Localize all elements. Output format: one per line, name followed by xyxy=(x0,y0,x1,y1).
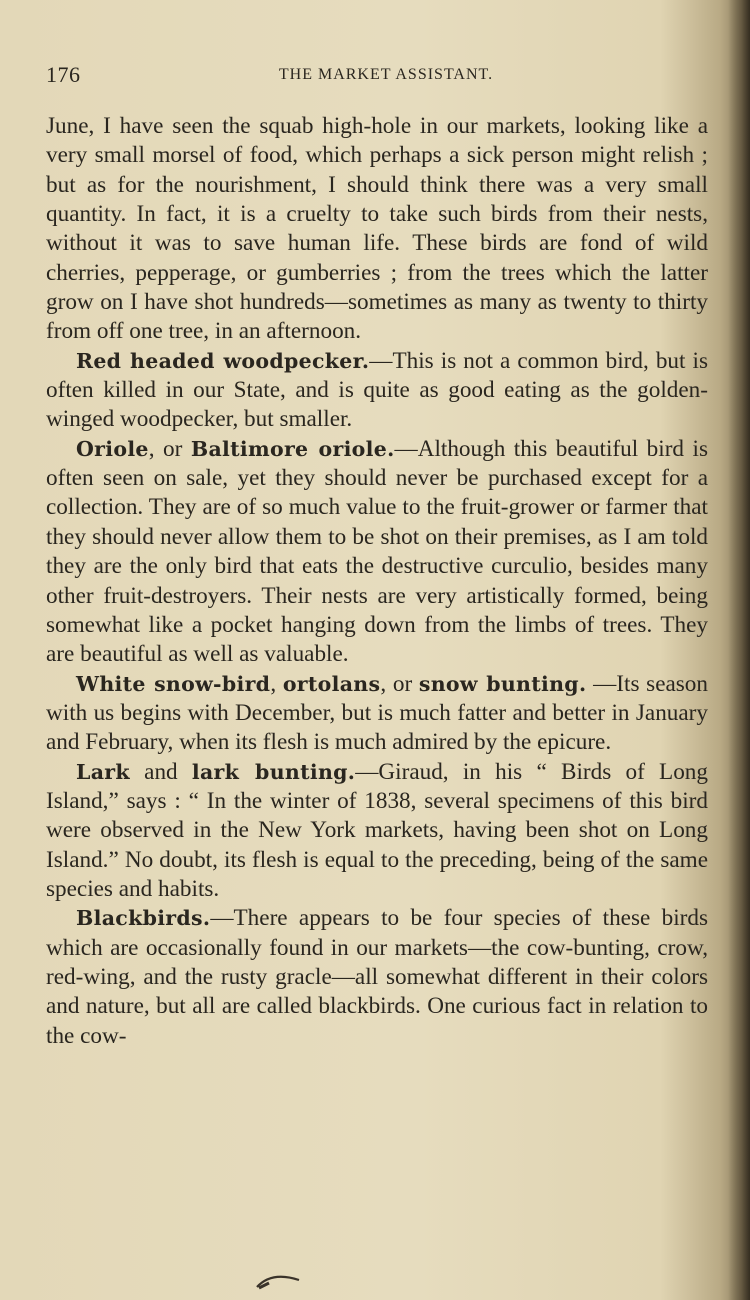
heading-connector: , xyxy=(270,670,283,697)
paragraph-text: —Giraud, in his “ Birds of Long Island,” says : “ In the winter of 1838, several specimens of this bird were observed in the New York markets, having been shot on Long Island.” No doubt, its flesh is equal to the preceding, being of the same species and habits. xyxy=(46,758,708,902)
heading-connector: , or xyxy=(148,435,191,462)
paragraph-blackbirds xyxy=(46,904,708,1051)
entry-heading-secondary: ortolans xyxy=(282,671,381,696)
entry-heading-secondary: lark bunting. xyxy=(191,759,356,784)
page-gutter-shadow xyxy=(728,0,750,1300)
paragraph-oriole xyxy=(46,435,708,670)
page-number: 176 xyxy=(46,62,81,87)
ornament-swash-icon xyxy=(255,1272,303,1290)
paragraph-text: —There appears to be four species of these birds which are occasionally found in our markets—the cow-bunting, crow, red-wing, and the rusty gracle—all somewhat different in their colors and nature, but all are called blackbirds. One curious fact in relation to the cow- xyxy=(46,905,708,1049)
entry-heading: Red headed woodpecker. xyxy=(76,348,370,373)
entry-heading: Lark xyxy=(76,759,130,784)
paragraph-red-headed-woodpecker xyxy=(46,347,708,435)
paragraph-text: —Although this beautiful bird is often seen on sale, yet they should never be purchased except for a collection. They are of so much value to the fruit-grower or farmer that they should never allow them to be shot on their premises, as I am told they are the only bird that eats the destructive curculio, besides many other fruit-destroyers. Their nests are very artistically formed, being somewhat like a pocket hanging down from the limbs of trees. They are beautiful as well as valuable. xyxy=(46,435,708,668)
running-head: THE MARKET ASSISTANT. xyxy=(278,66,494,83)
entry-heading: Blackbirds. xyxy=(76,906,211,931)
paragraph-snow-bird xyxy=(46,670,708,758)
heading-connector: , or xyxy=(380,670,419,697)
entry-heading: White snow-bird xyxy=(76,671,271,696)
entry-heading: Oriole xyxy=(76,436,149,461)
entry-heading-tertiary: snow bunting. xyxy=(418,671,587,696)
page-header xyxy=(46,62,706,92)
page-body xyxy=(46,112,708,1051)
entry-heading-secondary: Baltimore oriole. xyxy=(190,436,395,461)
heading-connector: and xyxy=(129,758,192,785)
paragraph-text: —Its season with us begins with December, but is much fatter and better in January and February, when its flesh is much admired by the epicure. xyxy=(46,670,708,756)
paragraph-text: June, I have seen the squab high-hole in our markets, looking like a very small morsel of food, which perhaps a sick person might relish ; but as for the nourishment, I should think there was a very small quantity. In fact, it is a cruelty to take such birds from their nests, without it was to save human life. These birds are fond of wild cherries, pepperage, or gumberries ; from the trees which the latter grow on I have shot hundreds—sometimes as many as twenty to thirty from off one tree, in an afternoon. xyxy=(46,113,708,345)
paragraph-lark xyxy=(46,758,708,905)
paragraph-high-hole xyxy=(46,112,708,347)
paragraph-text: —This is not a common bird, but is often killed in our State, and is quite as good eating as the golden-winged woodpecker, but smaller. xyxy=(46,347,709,433)
